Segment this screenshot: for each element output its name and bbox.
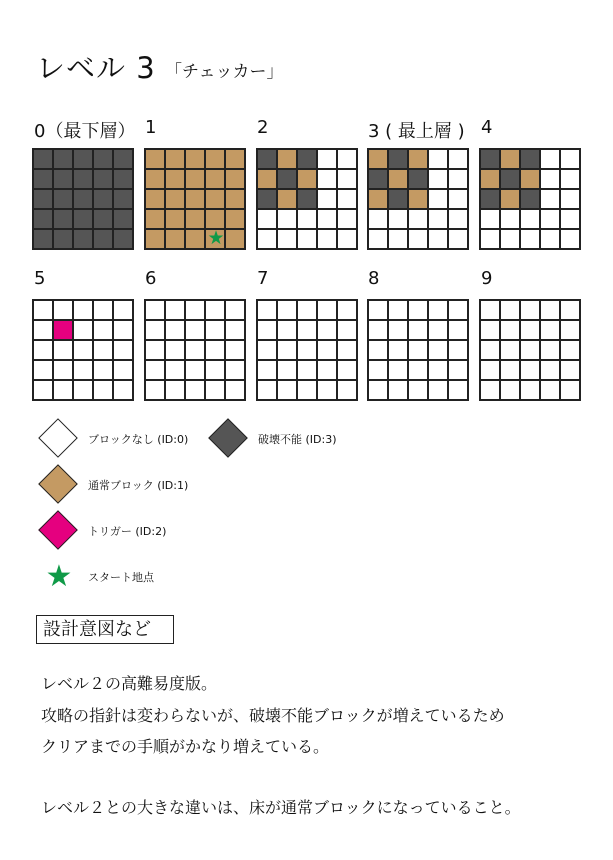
- grid-cell: [277, 300, 297, 320]
- grid-cell: [297, 380, 317, 400]
- grid-cell: [205, 149, 225, 169]
- grid-cell: [257, 229, 277, 249]
- layer-label-1: 1: [145, 117, 157, 138]
- grid-cell: [448, 380, 468, 400]
- legend-no-block: [38, 418, 188, 460]
- brown-diamond-icon: [38, 464, 80, 506]
- grid-cell: [257, 380, 277, 400]
- description-line-3: クリアまでの手順がかなり増えている。: [41, 737, 330, 756]
- grid-cell: [560, 380, 580, 400]
- layer-label-4: 4: [481, 117, 493, 138]
- grid-cell: [520, 320, 540, 340]
- grid-cell: [388, 320, 408, 340]
- grid-cell: [165, 209, 185, 229]
- grid-cell: [408, 340, 428, 360]
- grid-cell: [205, 340, 225, 360]
- grid-cell: [337, 320, 357, 340]
- grid-cell: [388, 149, 408, 169]
- grid-cell: [428, 360, 448, 380]
- grid-cell: [408, 360, 428, 380]
- description-line-1: レベル２の高難易度版。: [41, 674, 218, 693]
- grid-cell: [317, 320, 337, 340]
- grid-cell: [73, 149, 93, 169]
- grid-cell: [408, 189, 428, 209]
- grid-cell: [448, 340, 468, 360]
- grid-cell: [185, 360, 205, 380]
- layer-grid-3: [368, 149, 468, 249]
- description-line-5: レベル２との大きな違いは、床が通常ブロックになっていること。: [41, 798, 521, 817]
- grid-cell: [33, 380, 53, 400]
- layer-label-3: 3 ( 最上層 ): [368, 121, 465, 142]
- grid-cell: [560, 229, 580, 249]
- layer-label-5: 5: [34, 268, 46, 289]
- grid-cell: [33, 340, 53, 360]
- grid-cell: [500, 189, 520, 209]
- grid-cell: [33, 320, 53, 340]
- grid-cell: [388, 209, 408, 229]
- grid-cell: [500, 340, 520, 360]
- grid-cell: [480, 169, 500, 189]
- grid-cell: [297, 300, 317, 320]
- grid-cell: [500, 360, 520, 380]
- grid-cell: [145, 189, 165, 209]
- grid-cell: [225, 209, 245, 229]
- layer-grid-6: [145, 300, 245, 400]
- grid-cell: [560, 300, 580, 320]
- grid-cell: [540, 380, 560, 400]
- grid-cell: [205, 169, 225, 189]
- gray-diamond-icon: [208, 418, 250, 460]
- grid-cell: [225, 380, 245, 400]
- grid-cell: [560, 149, 580, 169]
- description-line-2: 攻略の指針は変わらないが、破壊不能ブロックが増えているため: [41, 706, 505, 725]
- grid-cell: [388, 380, 408, 400]
- grid-cell: [540, 169, 560, 189]
- grid-cell: [337, 229, 357, 249]
- grid-cell: [225, 300, 245, 320]
- grid-cell: [185, 189, 205, 209]
- page-title: レベル 3: [36, 51, 156, 85]
- grid-cell: [145, 169, 165, 189]
- grid-cell: [408, 300, 428, 320]
- grid-cell: [297, 229, 317, 249]
- grid-cell: [388, 189, 408, 209]
- grid-cell: [317, 149, 337, 169]
- grid-cell: [297, 340, 317, 360]
- grid-cell: [53, 149, 73, 169]
- grid-cell: [185, 300, 205, 320]
- grid-cell: [520, 209, 540, 229]
- grid-cell: [337, 380, 357, 400]
- grid-cell: [185, 380, 205, 400]
- grid-cell: [480, 229, 500, 249]
- layer-label-9: 9: [481, 268, 493, 289]
- grid-cell: [368, 340, 388, 360]
- grid-cell: [297, 320, 317, 340]
- grid-cell: [428, 209, 448, 229]
- grid-cell: [113, 360, 133, 380]
- grid-cell: [368, 209, 388, 229]
- grid-cell: [93, 149, 113, 169]
- grid-cell: [388, 360, 408, 380]
- grid-cell: [113, 320, 133, 340]
- grid-cell: [540, 360, 560, 380]
- grid-cell: [33, 360, 53, 380]
- grid-cell: [185, 229, 205, 249]
- grid-cell: [225, 360, 245, 380]
- grid-cell: [540, 149, 560, 169]
- grid-cell: [337, 169, 357, 189]
- grid-cell: [277, 360, 297, 380]
- grid-cell: [53, 320, 73, 340]
- grid-cell: [165, 360, 185, 380]
- grid-cell: [337, 209, 357, 229]
- grid-cell: [113, 340, 133, 360]
- grid-cell: [225, 149, 245, 169]
- section-heading: 設計意図など: [36, 615, 174, 644]
- layer-label-7: 7: [257, 268, 269, 289]
- grid-cell: [277, 209, 297, 229]
- grid-cell: [317, 360, 337, 380]
- layer-grid-8: [368, 300, 468, 400]
- grid-cell: [297, 360, 317, 380]
- grid-cell: [205, 380, 225, 400]
- grid-cell: [368, 169, 388, 189]
- grid-cell: [165, 149, 185, 169]
- grid-cell: [277, 169, 297, 189]
- grid-cell: [205, 209, 225, 229]
- grid-cell: [540, 300, 560, 320]
- grid-cell: [388, 169, 408, 189]
- grid-cell: [225, 169, 245, 189]
- grid-cell: [388, 340, 408, 360]
- legend-start: [38, 556, 154, 598]
- grid-cell: [277, 229, 297, 249]
- grid-cell: [165, 229, 185, 249]
- layer-label-2: 2: [257, 117, 269, 138]
- grid-cell: [113, 300, 133, 320]
- grid-cell: [225, 229, 245, 249]
- grid-cell: [317, 169, 337, 189]
- layer-grid-4: [480, 149, 580, 249]
- grid-cell: [408, 320, 428, 340]
- grid-cell: [53, 169, 73, 189]
- grid-cell: [93, 360, 113, 380]
- grid-cell: [480, 149, 500, 169]
- grid-cell: [368, 300, 388, 320]
- grid-cell: [520, 229, 540, 249]
- grid-cell: [428, 340, 448, 360]
- grid-cell: [500, 209, 520, 229]
- grid-cell: [113, 169, 133, 189]
- grid-cell: [368, 229, 388, 249]
- grid-cell: [277, 149, 297, 169]
- grid-cell: [428, 169, 448, 189]
- grid-cell: [113, 209, 133, 229]
- grid-cell: [165, 300, 185, 320]
- grid-cell: [145, 300, 165, 320]
- layer-grid-5: [33, 300, 133, 400]
- grid-cell: [388, 229, 408, 249]
- grid-cell: [145, 340, 165, 360]
- grid-cell: [297, 209, 317, 229]
- grid-cell: [388, 300, 408, 320]
- grid-cell: [448, 149, 468, 169]
- grid-cell: [560, 360, 580, 380]
- grid-cell: [408, 209, 428, 229]
- legend-trigger: [38, 510, 166, 552]
- legend-indestructible: [208, 418, 337, 460]
- grid-cell: [428, 300, 448, 320]
- grid-cell: [337, 360, 357, 380]
- grid-cell: [428, 189, 448, 209]
- layer-grid-9: [480, 300, 580, 400]
- grid-cell: [337, 149, 357, 169]
- grid-cell: [165, 320, 185, 340]
- grid-cell: [257, 169, 277, 189]
- grid-cell: [560, 340, 580, 360]
- grid-cell: [408, 229, 428, 249]
- grid-cell: [368, 380, 388, 400]
- grid-cell: [257, 149, 277, 169]
- grid-cell: [408, 149, 428, 169]
- grid-cell: [520, 169, 540, 189]
- grid-cell: [257, 189, 277, 209]
- grid-cell: [520, 360, 540, 380]
- grid-cell: [448, 229, 468, 249]
- legend-no-block-label: ブロックなし (ID:0): [88, 433, 189, 446]
- grid-cell: [560, 169, 580, 189]
- grid-cell: [520, 380, 540, 400]
- grid-cell: [225, 340, 245, 360]
- legend-normal-block: [38, 464, 188, 506]
- grid-cell: [257, 360, 277, 380]
- grid-cell: [297, 189, 317, 209]
- grid-cell: [317, 300, 337, 320]
- grid-cell: [93, 320, 113, 340]
- grid-cell: [145, 380, 165, 400]
- grid-cell: [408, 380, 428, 400]
- grid-cell: [500, 149, 520, 169]
- grid-cell: [540, 189, 560, 209]
- grid-cell: [297, 169, 317, 189]
- grid-cell: [205, 300, 225, 320]
- grid-cell: [33, 229, 53, 249]
- grid-cell: [297, 149, 317, 169]
- grid-cell: [480, 360, 500, 380]
- grid-cell: [73, 229, 93, 249]
- grid-cell: [368, 320, 388, 340]
- grid-cell: [257, 320, 277, 340]
- grid-cell: [368, 149, 388, 169]
- layer-label-0: 0（最下層）: [34, 121, 136, 142]
- grid-cell: [520, 189, 540, 209]
- grid-cell: [33, 209, 53, 229]
- grid-cell: [225, 189, 245, 209]
- grid-cell: [500, 229, 520, 249]
- grid-cell: [500, 300, 520, 320]
- grid-cell: [53, 189, 73, 209]
- grid-cell: [500, 320, 520, 340]
- grid-cell: [480, 380, 500, 400]
- grid-cell: [317, 340, 337, 360]
- layer-label-6: 6: [145, 268, 157, 289]
- layer-grid-0: [33, 149, 133, 249]
- grid-cell: [145, 320, 165, 340]
- grid-cell: [277, 189, 297, 209]
- grid-cell: [53, 300, 73, 320]
- legend-normal-block-label: 通常ブロック (ID:1): [88, 479, 189, 492]
- grid-cell: [480, 340, 500, 360]
- grid-cell: [428, 380, 448, 400]
- start-star-icon: ★: [207, 227, 225, 249]
- grid-cell: [185, 340, 205, 360]
- grid-cell: [540, 229, 560, 249]
- grid-cell: [428, 149, 448, 169]
- grid-cell: [185, 149, 205, 169]
- grid-cell: [480, 209, 500, 229]
- grid-cell: [93, 300, 113, 320]
- grid-cell: [520, 300, 540, 320]
- grid-cell: [53, 340, 73, 360]
- grid-cell: [500, 380, 520, 400]
- grid-cell: [257, 209, 277, 229]
- grid-cell: [165, 380, 185, 400]
- grid-cell: [165, 169, 185, 189]
- grid-cell: [73, 340, 93, 360]
- grid-cell: [73, 169, 93, 189]
- grid-cell: [277, 340, 297, 360]
- grid-cell: [93, 380, 113, 400]
- grid-cell: [73, 189, 93, 209]
- grid-cell: [33, 169, 53, 189]
- layer-grid-7: [257, 300, 357, 400]
- grid-cell: [317, 380, 337, 400]
- grid-cell: [53, 380, 73, 400]
- grid-cell: [317, 209, 337, 229]
- grid-cell: [113, 189, 133, 209]
- grid-cell: [257, 300, 277, 320]
- grid-cell: [448, 209, 468, 229]
- grid-cell: [520, 149, 540, 169]
- grid-cell: [93, 209, 113, 229]
- grid-cell: [317, 189, 337, 209]
- grid-cell: [540, 209, 560, 229]
- legend-indestructible-label: 破壊不能 (ID:3): [258, 433, 337, 446]
- grid-cell: [93, 229, 113, 249]
- grid-cell: [480, 189, 500, 209]
- grid-cell: [73, 209, 93, 229]
- grid-cell: [33, 149, 53, 169]
- grid-cell: [540, 320, 560, 340]
- grid-cell: [205, 360, 225, 380]
- grid-cell: [257, 340, 277, 360]
- grid-cell: [33, 189, 53, 209]
- grid-cell: [185, 209, 205, 229]
- grid-cell: [205, 320, 225, 340]
- grid-cell: [53, 229, 73, 249]
- layer-label-8: 8: [368, 268, 380, 289]
- grid-cell: [368, 360, 388, 380]
- grid-cell: [145, 360, 165, 380]
- grid-cell: [205, 189, 225, 209]
- layer-grid-1: [145, 149, 245, 249]
- pink-diamond-icon: [38, 510, 80, 552]
- grid-cell: [448, 300, 468, 320]
- grid-cell: [53, 209, 73, 229]
- grid-cell: [165, 189, 185, 209]
- legend-start-label: スタート地点: [88, 571, 154, 584]
- grid-cell: [53, 360, 73, 380]
- grid-cell: [165, 340, 185, 360]
- grid-cell: [428, 320, 448, 340]
- grid-cell: [560, 209, 580, 229]
- page-subtitle: 「チェッカー」: [165, 62, 284, 82]
- grid-cell: [317, 229, 337, 249]
- grid-cell: [448, 320, 468, 340]
- layer-grid-2: [257, 149, 357, 249]
- grid-cell: [145, 209, 165, 229]
- grid-cell: [33, 300, 53, 320]
- grid-cell: [113, 149, 133, 169]
- grid-cell: [560, 320, 580, 340]
- grid-cell: [500, 169, 520, 189]
- grid-cell: [428, 229, 448, 249]
- grid-cell: [73, 300, 93, 320]
- grid-cell: [337, 189, 357, 209]
- grid-cell: [520, 340, 540, 360]
- white-diamond-icon: [38, 418, 80, 460]
- grid-cell: [225, 320, 245, 340]
- grid-cell: [145, 149, 165, 169]
- grid-cell: [93, 340, 113, 360]
- grid-cell: [540, 340, 560, 360]
- legend-trigger-label: トリガー (ID:2): [88, 525, 167, 538]
- grid-cell: [185, 169, 205, 189]
- grid-cell: [73, 320, 93, 340]
- grid-cell: [93, 169, 113, 189]
- grid-cell: [113, 229, 133, 249]
- grid-cell: [277, 380, 297, 400]
- grid-cell: [73, 360, 93, 380]
- grid-cell: [205, 229, 225, 249]
- grid-cell: [337, 300, 357, 320]
- grid-cell: [73, 380, 93, 400]
- grid-cell: [145, 229, 165, 249]
- grid-cell: [337, 340, 357, 360]
- grid-cell: [368, 189, 388, 209]
- grid-cell: [480, 300, 500, 320]
- grid-cell: [277, 320, 297, 340]
- grid-cell: [185, 320, 205, 340]
- star-icon: ★: [45, 559, 73, 594]
- grid-cell: [408, 169, 428, 189]
- grid-cell: [93, 189, 113, 209]
- grid-cell: [448, 169, 468, 189]
- grid-cell: [480, 320, 500, 340]
- grid-cell: [113, 380, 133, 400]
- grid-cell: [448, 189, 468, 209]
- grid-cell: [560, 189, 580, 209]
- grid-cell: [448, 360, 468, 380]
